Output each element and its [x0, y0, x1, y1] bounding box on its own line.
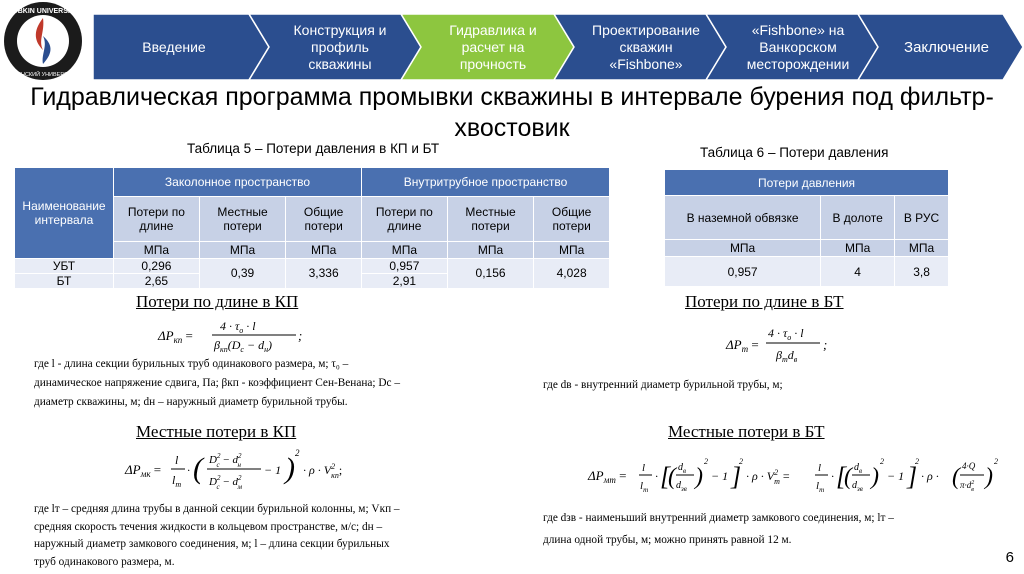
- svg-text:4 · τо · l: $4 \cdot \tau_о \cdot l$: [768, 326, 804, 342]
- svg-text:]: ]: [907, 462, 918, 491]
- table6-col: В РУС: [895, 196, 949, 240]
- table6-col: В наземной обвязке: [665, 196, 821, 240]
- svg-text:(: (: [952, 464, 960, 490]
- svg-text:;: ;: [823, 337, 828, 352]
- nav-item-construction[interactable]: Конструкция и профиль скважины: [293, 21, 387, 72]
- svg-text:ΔPмк =: $\Delta P_{мк}$ =: [125, 462, 162, 479]
- svg-text:): ): [985, 464, 993, 490]
- table5-cell: 2,65: [114, 273, 200, 288]
- text-line: диаметр скважины, м; dн – наружный диаметр бурильной трубы.: [34, 396, 348, 408]
- svg-text:· ρ ·: · ρ ·: [921, 469, 939, 483]
- table5-col: Общие потери: [286, 197, 362, 241]
- table5-interval-header: Наименование интервала: [15, 168, 114, 259]
- table5-unit: МПа: [447, 241, 533, 258]
- svg-text:;: ;: [298, 328, 303, 343]
- svg-text:lт: $l_т$: [640, 480, 649, 494]
- svg-text:2: 2: [295, 448, 300, 458]
- svg-text:l: l: [642, 462, 646, 474]
- svg-text:− 1: − 1: [264, 463, 282, 477]
- table5-row-name: УБТ: [15, 258, 114, 273]
- svg-text:[: [: [836, 462, 847, 491]
- table5-col: Местные потери: [447, 197, 533, 241]
- svg-text:dзв: $d_{зв}$: [676, 480, 687, 493]
- table6-cell: 3,8: [895, 257, 949, 287]
- table6-cell: 0,957: [665, 257, 821, 287]
- text-line: динамическое напряжение сдвига, Па; βкп - коэффициент Сен-Венана; Dс –: [34, 377, 401, 389]
- svg-text:2: 2: [994, 457, 998, 466]
- nav-item-introduction[interactable]: Введение: [142, 38, 206, 55]
- text-line: где dзв - наименьший внутренний диаметр замкового соединения, м; lт –: [543, 512, 894, 524]
- table5-unit: МПа: [286, 241, 362, 258]
- svg-text:ΔPт =: $\Delta P_т$ =: [726, 337, 759, 354]
- table5-cell: 0,296: [114, 258, 200, 273]
- svg-text:(: (: [193, 452, 203, 485]
- svg-text:2: 2: [739, 457, 743, 466]
- section-bt-local: Местные потери в БТ: [668, 422, 825, 441]
- kp-local-description: [34, 501, 444, 571]
- table5-cell: 0,156: [447, 258, 533, 288]
- formula-bt-local: [588, 452, 968, 504]
- svg-text:− 1: − 1: [887, 469, 905, 483]
- text-line: длина одной трубы, м; можно принять равной 12 м.: [543, 534, 792, 546]
- table5: [14, 167, 610, 289]
- text-line: где lт – средняя длина трубы в данной секции бурильной колонны, м; Vкп –: [34, 503, 400, 515]
- logo-text-top: GUBKIN UNIVERSITY: [7, 8, 79, 15]
- kp-length-description: [34, 355, 444, 412]
- table5-col: Местные потери: [199, 197, 285, 241]
- nav-item-conclusion[interactable]: Заключение: [904, 38, 989, 56]
- bt-local-description: [543, 507, 983, 551]
- svg-text:dв: $d_в$: [854, 462, 863, 475]
- text-line: средняя скорость течения жидкости в кольцевом пространстве, м/с; dн –: [34, 520, 383, 533]
- page-number: 6: [1005, 549, 1014, 566]
- svg-text:ΔPмт =: $\Delta P_{мт}$ =: [588, 468, 627, 485]
- svg-text:· ρ · V2кп;: · $\rho \cdot V^2$ кп;: [303, 462, 343, 480]
- svg-text:lт: $l_т$: [816, 480, 825, 494]
- nav-item-fishbone-design[interactable]: Проектирование скважин «Fishbone»: [592, 21, 700, 72]
- section-kp-local: Местные потери в КП: [136, 422, 297, 441]
- svg-text:ΔPкп =: $\Delta P_{кп}$ =: [158, 328, 193, 345]
- table6-unit: МПа: [665, 240, 821, 257]
- table5-unit: МПа: [114, 241, 200, 258]
- table6-unit: МПа: [895, 240, 949, 257]
- table5-group-annulus: Заколонное пространство: [114, 168, 362, 197]
- table5-group-pipe: Внутритрубное пространство: [361, 168, 609, 197]
- svg-text:(: (: [668, 464, 676, 490]
- table6-cell: 4: [821, 257, 895, 287]
- table5-cell: 3,336: [286, 258, 362, 288]
- table5-cell: 0,39: [199, 258, 285, 288]
- section-bt-length: Потери по длине в БТ: [685, 292, 844, 311]
- svg-text:D2с − d2м: $D^2$ $с - d^2$ м: [209, 474, 242, 491]
- table5-col: Общие потери: [534, 197, 610, 241]
- table6-group: Потери давления: [665, 170, 949, 196]
- text-line: где l - длина секции бурильных труб одинакового размера, м; τ₀ –: [34, 358, 349, 370]
- nav-item-hydraulics[interactable]: Гидравлика и расчет на прочность: [449, 21, 537, 72]
- table5-unit: МПа: [361, 241, 447, 258]
- text-line: наружный диаметр замкового соединения, м; l – длина секции бурильных: [34, 538, 390, 550]
- svg-text:− 1: − 1: [711, 469, 729, 483]
- page-title: Гидравлическая программа промывки скважины в интервале бурения под фильтр-хвостовик: [30, 83, 994, 142]
- table5-cell: 0,957: [361, 258, 447, 273]
- section-kp-length: Потери по длине в КП: [136, 292, 299, 311]
- table5-cell: 2,91: [361, 273, 447, 288]
- svg-text:βтdв: $\beta_тd_в$: [776, 348, 798, 364]
- svg-text:·: ·: [187, 463, 190, 477]
- table-row: [15, 258, 610, 273]
- svg-text:D2с − d2н: $D^2$ $с - d^2$ н: [209, 452, 242, 469]
- formula-kp-local: [125, 444, 343, 500]
- table5-col: Потери по длине: [361, 197, 447, 241]
- nav-item-vankor[interactable]: «Fishbone» на Ванкорском месторождении: [746, 21, 850, 72]
- svg-text:): ): [285, 452, 295, 485]
- section-nav: [93, 14, 1023, 80]
- text-line: труб одинакового размера, м.: [34, 555, 175, 568]
- university-logo: [2, 0, 84, 82]
- table6-unit: МПа: [821, 240, 895, 257]
- svg-text:dв: $d_в$: [678, 462, 687, 475]
- svg-text:l: l: [175, 453, 179, 467]
- svg-text:·: ·: [655, 469, 658, 483]
- svg-text:· ρ · V2т =: · $\rho \cdot V^2$ т =: [746, 468, 790, 486]
- table5-cell: 4,028: [534, 258, 610, 288]
- svg-text:4 · τо · l: $4 \cdot \tau_о \cdot l$: [220, 319, 256, 335]
- table5-unit: МПа: [199, 241, 285, 258]
- table6: [664, 169, 949, 287]
- svg-text:·: ·: [831, 469, 834, 483]
- logo-text-bottom: ГУБКИНСКИЙ УНИВЕРСИТЕТ: [3, 72, 83, 78]
- bt-length-description: [543, 376, 943, 395]
- svg-text:]: ]: [731, 462, 742, 491]
- table6-caption: Таблица 6 – Потери давления: [700, 145, 889, 160]
- svg-text:2: 2: [704, 457, 708, 466]
- svg-text:βкп(Dс − dн): $\beta_{кп}(D_с - d_н)$: [214, 338, 273, 354]
- svg-text:): ): [871, 464, 879, 490]
- text-line: где dв - внутренний диаметр бурильной трубы, м;: [543, 379, 783, 391]
- svg-text:): ): [695, 464, 703, 490]
- svg-text:lт: $l_т$: [172, 473, 182, 489]
- table5-row-name: БТ: [15, 273, 114, 288]
- svg-text:2: 2: [880, 457, 884, 466]
- table5-unit: МПа: [534, 241, 610, 258]
- svg-text:4·Q: 4·Q: [962, 461, 976, 471]
- formula-kp-length: [158, 316, 318, 360]
- svg-text:dзв: $d_{зв}$: [852, 480, 863, 493]
- svg-text:(: (: [844, 464, 852, 490]
- table5-col: Потери по длине: [114, 197, 200, 241]
- table-row: [665, 257, 949, 287]
- table5-caption: Таблица 5 – Потери давления в КП и БТ: [187, 141, 440, 156]
- svg-text:l: l: [818, 462, 822, 474]
- svg-text:π·d2в: $\pi\cdot d^2$ в: [960, 480, 975, 493]
- formula-bt-local-tail: [952, 452, 1012, 504]
- svg-text:2: 2: [915, 457, 919, 466]
- svg-text:[: [: [660, 462, 671, 491]
- formula-bt-length: [726, 322, 836, 370]
- table6-col: В долоте: [821, 196, 895, 240]
